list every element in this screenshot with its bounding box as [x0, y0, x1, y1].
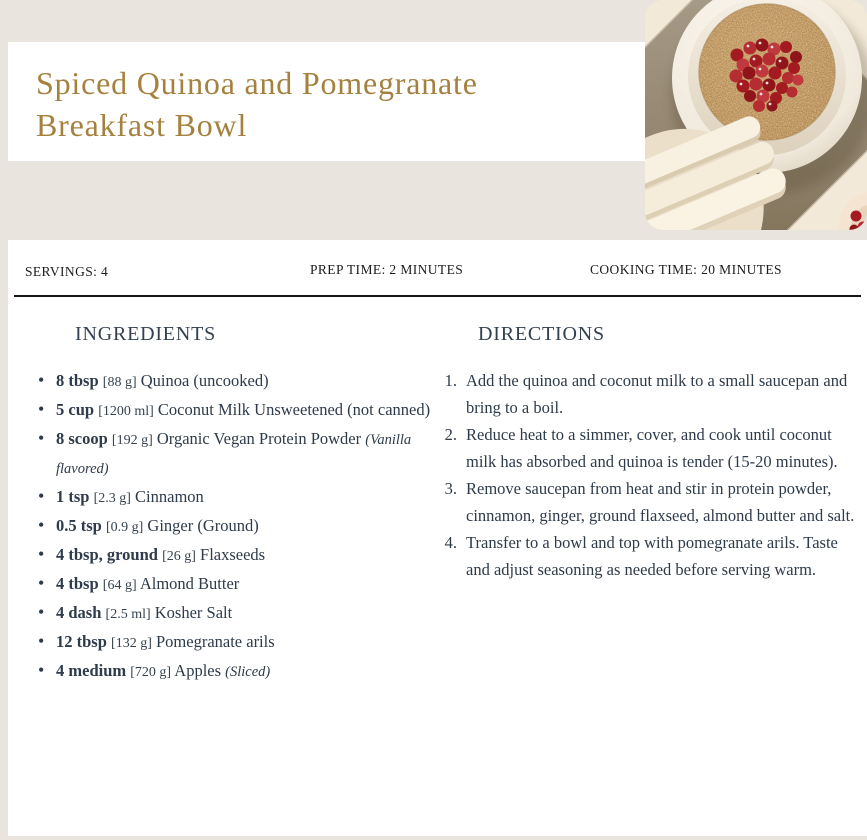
ingredient-amount: 5 cup	[56, 400, 95, 419]
ingredient-name: Almond Butter	[139, 574, 240, 593]
ingredient-metric: [88 g]	[102, 375, 137, 390]
ingredient-metric: [720 g]	[130, 665, 172, 680]
ingredient-amount: 1 tsp	[56, 487, 90, 506]
ingredient-amount: 12 tbsp	[56, 632, 107, 651]
ingredient-note: (Sliced)	[225, 664, 271, 680]
direction-step	[440, 367, 867, 421]
step-text: Remove saucepan from heat and stir in protein powder, cinnamon, ginger, ground flaxseed, almond butter and salt.	[466, 479, 855, 525]
ingredient-amount: 8 scoop	[56, 429, 108, 448]
ingredient-name: Organic Vegan Protein Powder	[156, 429, 362, 448]
ingredient-metric: [132 g]	[111, 636, 152, 651]
ingredient-metric: [0.9 g]	[105, 520, 144, 535]
ingredient-item	[25, 541, 432, 570]
step-number: 3.	[444, 479, 457, 498]
ingredient-item	[25, 657, 432, 686]
meta-row	[8, 240, 867, 279]
ingredient-name: Ginger (Ground)	[147, 516, 259, 535]
ingredient-metric: [2.5 ml]	[105, 607, 151, 622]
direction-list	[440, 367, 867, 583]
ingredient-list	[25, 367, 440, 686]
step-text: Add the quinoa and coconut milk to a small saucepan and bring to a boil.	[466, 371, 848, 417]
ingredient-metric: [1200 ml]	[98, 404, 154, 419]
ingredient-item	[25, 628, 432, 657]
ingredient-note: (Vanilla flavored)	[56, 432, 412, 477]
ingredient-amount: 0.5 tsp	[56, 516, 102, 535]
ingredient-item	[25, 425, 432, 483]
recipe-body-panel	[8, 240, 867, 836]
ingredient-item	[25, 570, 432, 599]
step-number: 2.	[444, 425, 457, 444]
recipe-photo-illustration	[645, 0, 867, 230]
servings-label: SERVINGS: 4	[25, 264, 109, 279]
ingredient-name: Kosher Salt	[154, 603, 233, 622]
ingredients-section	[8, 321, 440, 686]
cooking-time-label: COOKING TIME: 20 MINUTES	[590, 262, 782, 277]
ingredient-amount: 4 tbsp, ground	[56, 545, 158, 564]
ingredient-item	[25, 599, 432, 628]
ingredient-item	[25, 483, 432, 512]
direction-step	[440, 475, 867, 529]
ingredient-metric: [64 g]	[102, 578, 137, 593]
directions-section	[440, 321, 867, 686]
ingredient-name: Quinoa (uncooked)	[140, 371, 269, 390]
ingredient-name: Flaxseeds	[200, 545, 266, 564]
ingredient-amount: 4 tbsp	[56, 574, 99, 593]
ingredient-amount: 4 medium	[56, 661, 127, 680]
ingredient-name: Coconut Milk Unsweetened (not canned)	[157, 400, 431, 419]
divider-rule	[14, 295, 861, 297]
ingredient-item	[25, 512, 432, 541]
ingredient-amount: 4 dash	[56, 603, 102, 622]
ingredient-amount: 8 tbsp	[56, 371, 99, 390]
ingredient-name: Pomegranate arils	[155, 632, 275, 651]
directions-heading: DIRECTIONS	[478, 323, 605, 345]
ingredient-name: Cinnamon	[135, 487, 204, 506]
ingredient-name: Apples	[174, 661, 222, 680]
direction-step	[440, 421, 867, 475]
ingredient-item	[25, 367, 432, 396]
title-card	[8, 42, 645, 161]
content-columns	[8, 321, 867, 686]
step-number: 1.	[444, 371, 457, 390]
ingredients-heading: INGREDIENTS	[75, 323, 217, 345]
ingredient-item	[25, 396, 432, 425]
recipe-photo	[645, 0, 867, 230]
recipe-title: Spiced Quinoa and Pomegranate Breakfast Bowl	[36, 65, 478, 143]
ingredient-metric: [192 g]	[111, 433, 153, 448]
ingredient-metric: [2.3 g]	[93, 491, 131, 506]
direction-step	[440, 529, 867, 583]
prep-time-label: PREP TIME: 2 MINUTES	[310, 262, 464, 277]
step-number: 4.	[444, 533, 457, 552]
step-text: Transfer to a bowl and top with pomegranate arils. Taste and adjust seasoning as needed before serving warm.	[466, 533, 838, 579]
step-text: Reduce heat to a simmer, cover, and cook until coconut milk has absorbed and quinoa is tender (15-20 minutes).	[466, 425, 838, 471]
ingredient-metric: [26 g]	[162, 549, 196, 564]
